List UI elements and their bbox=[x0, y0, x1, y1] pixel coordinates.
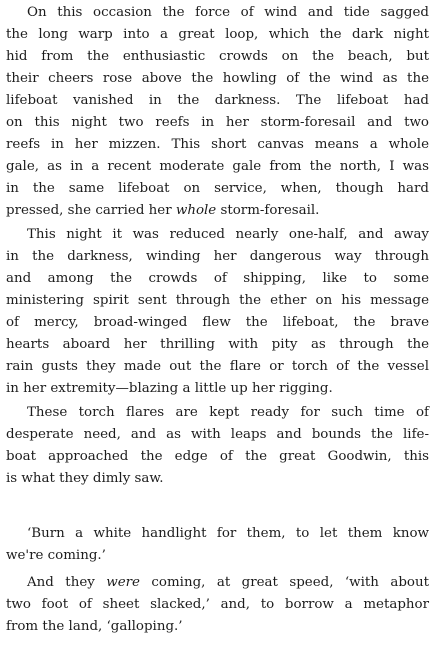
text-line: two foot of sheet slacked,’ and, to borrow a metaphor bbox=[6, 597, 429, 612]
text-line: This night it was reduced nearly one-half, and away bbox=[27, 227, 429, 242]
text-line: ‘Burn a white handlight for them, to let them know bbox=[27, 526, 429, 541]
book-page bbox=[6, 0, 429, 652]
text-run: pressed, she carried her bbox=[6, 203, 176, 218]
text-line: their cheers rose above the howling of the wind as the bbox=[6, 71, 429, 86]
text-run: storm-foresail. bbox=[216, 203, 320, 218]
text-line bbox=[6, 199, 429, 223]
text-line: ministering spirit sent through the ether on his message bbox=[6, 293, 429, 308]
text-line: lifeboat vanished in the darkness. The lifeboat had bbox=[6, 93, 429, 108]
text-line: reefs in her mizzen. This short canvas means a whole bbox=[6, 137, 429, 152]
text-line: in the same lifeboat on service, when, though hard bbox=[6, 181, 429, 196]
text-line: These torch flares are kept ready for such time of bbox=[27, 405, 429, 420]
italic-word: whole bbox=[175, 203, 217, 218]
text-run: And they bbox=[27, 575, 107, 590]
text-line: from the land, ‘galloping.’ bbox=[6, 619, 183, 634]
text-line: in her extremity—blazing a little up her rigging. bbox=[6, 381, 333, 396]
text-run: coming, at great speed, ‘with about bbox=[139, 575, 429, 590]
text-line: gale, as in a recent moderate gale from the north, I was bbox=[6, 159, 429, 174]
text-line: we're coming.’ bbox=[6, 548, 106, 563]
text-line: boat approached the edge of the great Goodwin, this bbox=[6, 449, 429, 464]
text-line bbox=[6, 571, 429, 595]
text-line: desperate need, and as with leaps and bounds the life- bbox=[6, 427, 429, 442]
text-line: hearts aboard her thrilling with pity as through the bbox=[6, 337, 429, 352]
text-line: rain gusts they made out the flare or torch of the vessel bbox=[6, 359, 429, 374]
text-line: On this occasion the force of wind and tide sagged bbox=[27, 5, 429, 20]
text-line: on this night two reefs in her storm-foresail and two bbox=[6, 115, 429, 130]
text-line: of mercy, broad-winged flew the lifeboat, the brave bbox=[6, 315, 429, 330]
text-line: hid from the enthusiastic crowds on the beach, but bbox=[6, 49, 429, 64]
text-line: the long warp into a great loop, which the dark night bbox=[6, 27, 429, 42]
text-line: and among the crowds of shipping, like to some bbox=[6, 271, 429, 286]
italic-word: were bbox=[106, 575, 140, 590]
text-line: is what they dimly saw. bbox=[6, 471, 164, 486]
text-line: in the darkness, winding her dangerous way through bbox=[6, 249, 429, 264]
